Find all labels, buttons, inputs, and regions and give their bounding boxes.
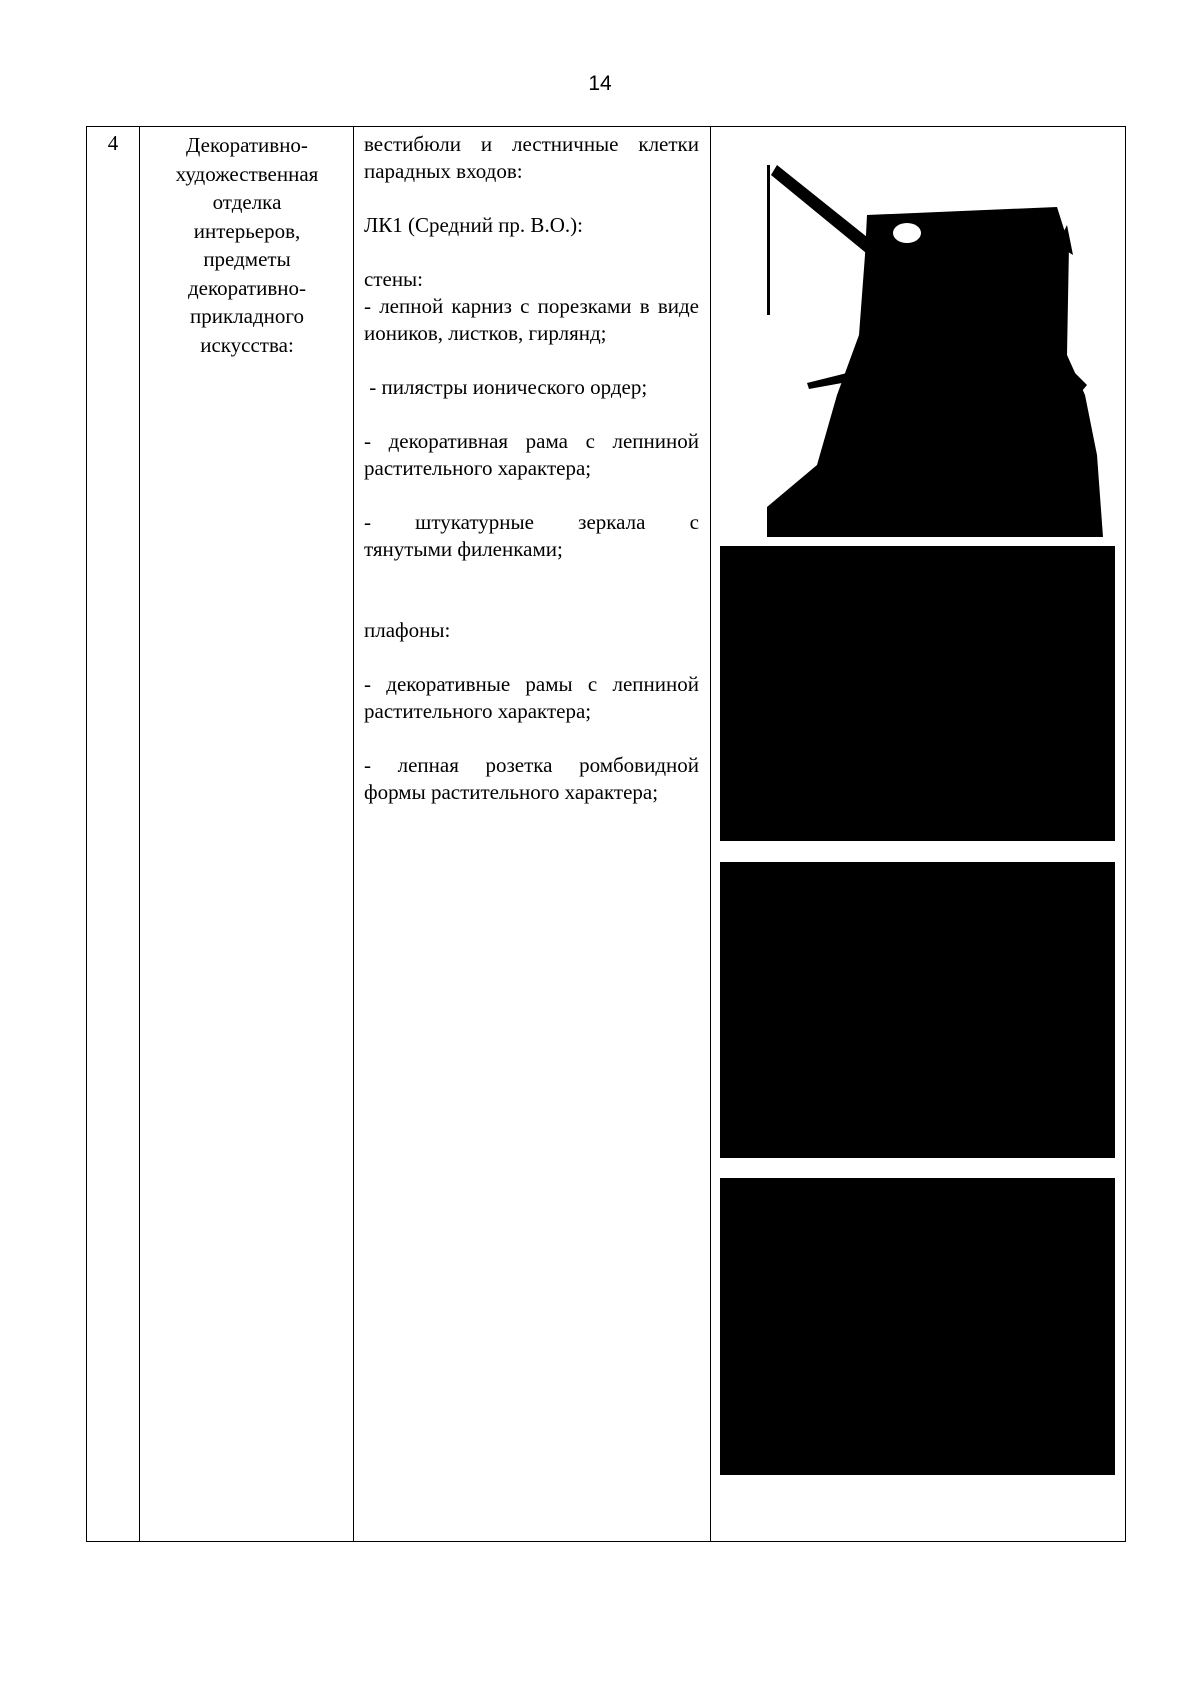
ceilings-item: - лепная розетка ромбовидной формы растительного характера; <box>364 753 699 804</box>
location-text: ЛК1 (Средний пр. В.О.): <box>364 213 583 237</box>
word: - <box>364 510 371 534</box>
walls-heading: стены: <box>364 267 424 291</box>
column-divider <box>353 127 354 1541</box>
column-divider <box>710 127 711 1541</box>
row-number: 4 <box>107 131 119 155</box>
interior-photo <box>720 862 1115 1158</box>
monument-elements-table <box>86 126 1126 1542</box>
category-line: прикладного <box>190 304 304 328</box>
walls-item: - декоративная рама с лепниной растительного характера; <box>364 429 699 480</box>
category-line: искусства: <box>200 332 294 357</box>
category-cell <box>141 131 353 359</box>
word: зеркала <box>578 510 646 534</box>
category-line: интерьеров, <box>193 218 301 243</box>
page-number: 14 <box>588 72 612 95</box>
word: штукатурные <box>415 510 534 534</box>
intro-text: вестибюли и лестничные клетки парадных входов: <box>364 132 699 183</box>
walls-item: - пилястры ионического ордер; <box>364 375 648 399</box>
ceilings-item: - декоративные рамы с лепниной растительного характера; <box>364 672 699 723</box>
walls-item: - лепной карниз с порезками в виде иоников, листков, гирлянд; <box>364 294 699 345</box>
category-line: художественная <box>175 161 319 186</box>
walls-item-end: тянутыми филенками; <box>364 537 563 561</box>
interior-photo <box>720 546 1115 841</box>
walls-item-spread <box>364 509 699 536</box>
category-line: декоративно- <box>188 275 306 300</box>
word: с <box>689 510 699 534</box>
column-divider <box>139 127 140 1541</box>
category-line: отделка <box>212 190 282 214</box>
category-line: предметы <box>203 247 291 271</box>
interior-photo <box>720 1178 1115 1475</box>
staircase-photo <box>767 135 1107 537</box>
category-line: Декоративно- <box>186 133 308 157</box>
ceilings-heading: плафоны: <box>364 618 451 642</box>
description-cell <box>364 131 699 806</box>
